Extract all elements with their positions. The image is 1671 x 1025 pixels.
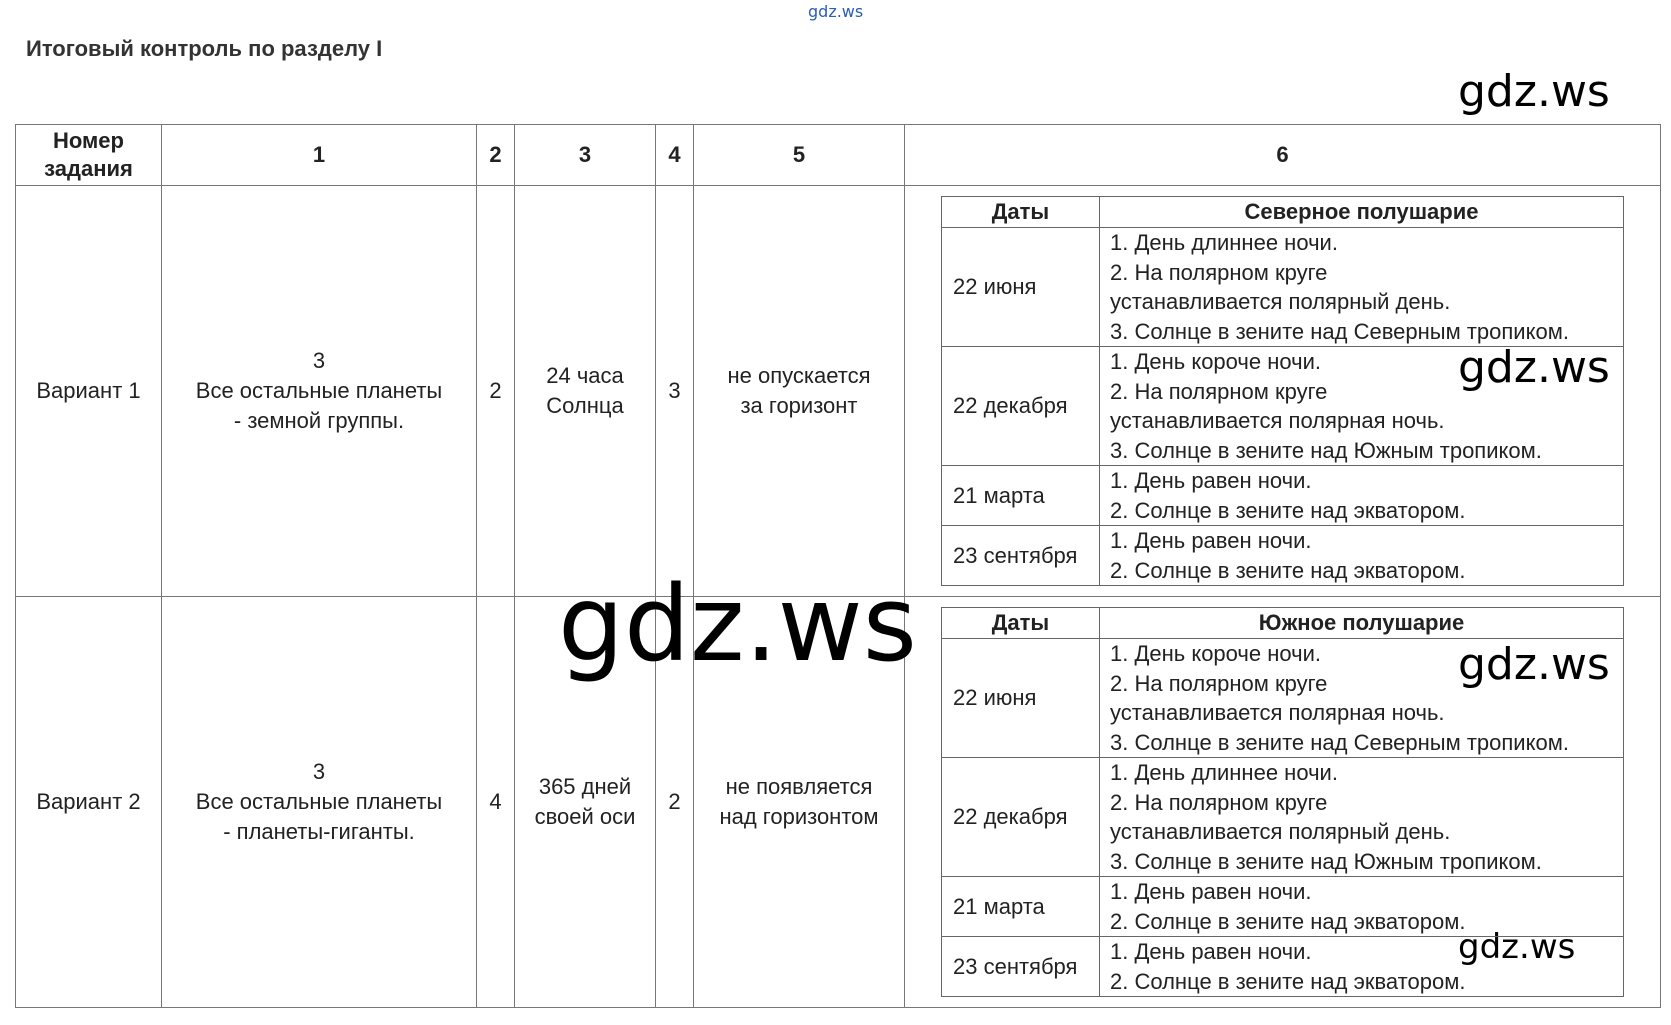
description-line: 2. На полярном круге <box>1110 378 1328 404</box>
answer-4: 2 <box>656 597 694 1008</box>
answer-1-line: - планеты-гиганты. <box>223 819 415 844</box>
hemisphere-row <box>942 466 1624 526</box>
header-col-4: 4 <box>656 125 694 186</box>
answer-2: 2 <box>477 186 515 597</box>
answer-3-line: своей оси <box>534 804 636 829</box>
description-line: 3. Солнце в зените над Северным тропиком. <box>1110 729 1569 755</box>
hemisphere-date: 22 июня <box>942 228 1100 347</box>
watermark: gdz.ws <box>1458 927 1576 967</box>
header-col-3: 3 <box>515 125 656 186</box>
description-line: 3. Солнце в зените над Южным тропиком. <box>1110 848 1542 874</box>
answer-2: 4 <box>477 597 515 1008</box>
answer-5-line: за горизонт <box>740 393 858 418</box>
description-line: устанавливается полярный день. <box>1110 819 1451 844</box>
answer-5-line: над горизонтом <box>719 804 879 829</box>
description-line: 1. День длиннее ночи. <box>1110 230 1338 255</box>
hemisphere-date: 21 марта <box>942 877 1100 937</box>
answer-1 <box>162 597 477 1008</box>
variant-label: Вариант 1 <box>16 186 162 597</box>
answer-6 <box>905 597 1661 1008</box>
hemisphere-date: 22 июня <box>942 639 1100 758</box>
hemisphere-date: 23 сентября <box>942 526 1100 586</box>
answer-1 <box>162 186 477 597</box>
description-line: 2. На полярном круге <box>1110 259 1328 285</box>
description-line: устанавливается полярный день. <box>1110 289 1451 314</box>
header-col-2: 2 <box>477 125 515 186</box>
hemisphere-header-title: Северное полушарие <box>1100 197 1624 228</box>
hemisphere-date: 22 декабря <box>942 347 1100 466</box>
hemisphere-row <box>942 228 1624 347</box>
answer-5 <box>694 186 905 597</box>
hemisphere-table <box>941 607 1624 997</box>
answer-3 <box>515 186 656 597</box>
description-line: 1. День длиннее ночи. <box>1110 760 1338 785</box>
answer-3-line: 365 дней <box>538 774 632 799</box>
answer-1-line: 3 <box>312 348 326 373</box>
hemisphere-table <box>941 196 1624 586</box>
description-line: 2. Солнце в зените над экватором. <box>1110 968 1466 994</box>
answer-5-line: не появляется <box>725 774 873 799</box>
watermark: gdz.ws <box>1458 342 1610 393</box>
answer-3-line: 24 часа <box>546 363 624 388</box>
watermark-top: gdz.ws <box>808 2 864 21</box>
answer-6 <box>905 186 1661 597</box>
answer-4: 3 <box>656 186 694 597</box>
description-line: 1. День равен ночи. <box>1110 939 1312 964</box>
hemisphere-header-row <box>942 608 1624 639</box>
answer-1-line: - земной группы. <box>233 408 405 433</box>
watermark: gdz.ws <box>1458 639 1610 690</box>
hemisphere-header-title: Южное полушарие <box>1100 608 1624 639</box>
description-line: 2. На полярном круге <box>1110 789 1328 815</box>
page-title: Итоговый контроль по разделу I <box>26 36 383 61</box>
hemisphere-header-row <box>942 197 1624 228</box>
answer-1-line: Все остальные планеты <box>195 789 443 814</box>
description-line: 1. День короче ночи. <box>1110 349 1321 374</box>
hemisphere-row <box>942 526 1624 586</box>
hemisphere-row <box>942 758 1624 877</box>
hemisphere-description <box>1100 342 1624 466</box>
description-line: 2. Солнце в зените над экватором. <box>1110 908 1466 934</box>
description-line: 2. Солнце в зените над экватором. <box>1110 497 1466 523</box>
hemisphere-row <box>942 877 1624 937</box>
description-line: устанавливается полярная ночь. <box>1110 700 1445 725</box>
hemisphere-description <box>1100 466 1624 526</box>
description-line: устанавливается полярная ночь. <box>1110 408 1445 433</box>
description-line: 1. День равен ночи. <box>1110 528 1312 553</box>
hemisphere-row <box>942 937 1624 997</box>
hemisphere-description <box>1100 639 1624 758</box>
hemisphere-row <box>942 347 1624 466</box>
hemisphere-header-dates: Даты <box>942 197 1100 228</box>
description-line: 1. День равен ночи. <box>1110 879 1312 904</box>
header-col-1: 1 <box>162 125 477 186</box>
hemisphere-header-dates: Даты <box>942 608 1100 639</box>
hemisphere-description <box>1100 526 1624 586</box>
variant-label: Вариант 2 <box>16 597 162 1008</box>
hemisphere-description <box>1100 877 1624 937</box>
description-line: 1. День равен ночи. <box>1110 468 1312 493</box>
answer-1-line: 3 <box>312 759 326 784</box>
watermark: gdz.ws <box>1458 66 1610 117</box>
hemisphere-date: 22 декабря <box>942 758 1100 877</box>
description-line: 3. Солнце в зените над Северным тропиком. <box>1110 318 1569 344</box>
variant-row <box>16 186 1661 597</box>
description-line: 3. Солнце в зените над Южным тропиком. <box>1110 437 1542 463</box>
watermark-large: gdz.ws <box>558 563 917 685</box>
hemisphere-date: 23 сентября <box>942 937 1100 997</box>
hemisphere-description <box>1100 937 1624 997</box>
hemisphere-description <box>1100 758 1624 877</box>
answer-1-line: Все остальные планеты <box>195 378 443 403</box>
description-line: 1. День короче ночи. <box>1110 641 1321 666</box>
header-col-6: 6 <box>905 125 1661 186</box>
hemisphere-date: 21 марта <box>942 466 1100 526</box>
description-line: 2. Солнце в зените над экватором. <box>1110 557 1466 583</box>
answer-3-line: Солнца <box>546 393 624 418</box>
header-col-5: 5 <box>694 125 905 186</box>
hemisphere-description <box>1100 228 1624 347</box>
header-task-number: Номер задания <box>16 125 162 186</box>
description-line: 2. На полярном круге <box>1110 670 1328 696</box>
hemisphere-row <box>942 639 1624 758</box>
header-row <box>16 125 1661 186</box>
answer-5-line: не опускается <box>727 363 871 388</box>
